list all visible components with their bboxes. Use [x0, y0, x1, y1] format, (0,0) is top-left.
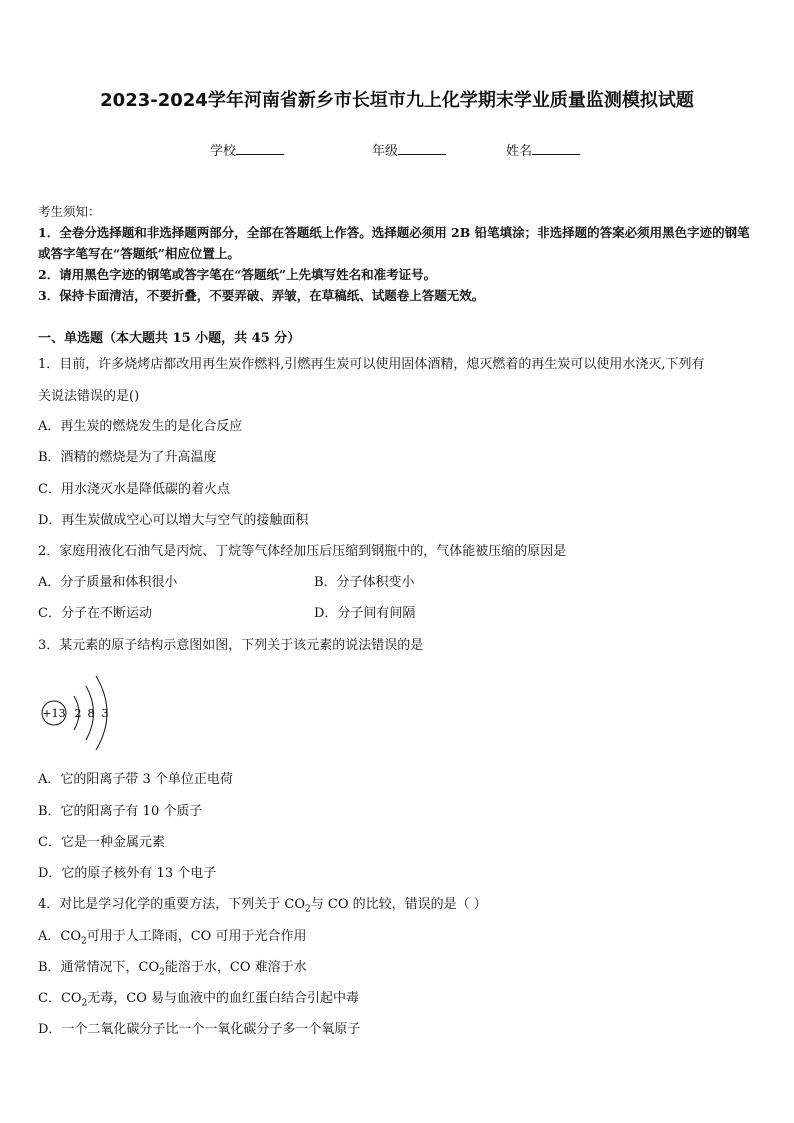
school-field[interactable] — [210, 140, 284, 159]
q2-option-d[interactable]: D．分子间有间隔 — [314, 606, 416, 621]
q1-stem-line1: 1．目前，许多烧烤店都改用再生炭作燃料,引燃再生炭可以使用固体酒精，熄灭燃着的再生炭可以使用水浇灭,下列有 — [38, 357, 705, 372]
q4-a-sub: 2 — [81, 936, 87, 947]
notice-item-1: 1．全卷分选择题和非选择题两部分，全部在答题纸上作答。选择题必须用 2B 铅笔填涂；非选择题的答案必须用黑色字迹的钢笔或答字笔写在“答题纸”相应位置上。 — [38, 225, 750, 261]
page-title: 2023-2024学年河南省新乡市长垣市九上化学期末学业质量监测模拟试题 — [100, 90, 694, 111]
q4-a-pre: A．CO — [38, 929, 81, 944]
grade-label: 年级 — [372, 144, 399, 159]
q4-b-pre: B．通常情况下，CO — [38, 960, 160, 975]
school-blank[interactable] — [236, 142, 284, 155]
q4-stem-pre: 4．对比是学习化学的重要方法，下列关于 CO — [38, 897, 306, 912]
q4-option-c[interactable] — [38, 987, 359, 1009]
q1-option-a[interactable]: A．再生炭的燃烧发生的是化合反应 — [38, 419, 243, 434]
q4-c-pre: C．CO — [38, 991, 82, 1006]
q4-c-post: 无毒，CO 易与血液中的血红蛋白结合引起中毒 — [87, 991, 360, 1006]
q1-option-c[interactable]: C．用水浇灭水是降低碳的着火点 — [38, 482, 230, 497]
q4-c-sub: 2 — [81, 998, 88, 1009]
q4-stem-sub: 2 — [305, 904, 311, 915]
q2-option-a[interactable]: A．分子质量和体积很小 — [38, 575, 178, 590]
atom-structure-diagram — [38, 668, 128, 758]
q2-option-b[interactable]: B．分子体积变小 — [314, 575, 415, 590]
q3-option-a[interactable]: A．它的阳离子带 3 个单位正电荷 — [38, 772, 233, 787]
q4-b-post: 能溶于水，CO 难溶于水 — [164, 960, 307, 975]
grade-field[interactable] — [372, 140, 446, 159]
nucleus-charge: +13 — [42, 707, 66, 720]
shell-electrons-2: 8 — [87, 707, 95, 720]
q4-option-d[interactable]: D．一个二氧化碳分子比一个一氧化碳分子多一个氧原子 — [38, 1022, 361, 1037]
name-field[interactable] — [506, 140, 580, 159]
name-label: 姓名 — [506, 144, 533, 159]
school-label: 学校 — [210, 144, 237, 159]
q1-option-b[interactable]: B．酒精的燃烧是为了升高温度 — [38, 450, 217, 465]
q3-option-c[interactable]: C．它是一种金属元素 — [38, 835, 165, 850]
q4-b-sub: 2 — [159, 967, 165, 978]
notice-item-3: 3．保持卡面清洁，不要折叠，不要弄破、弄皱，在草稿纸、试题卷上答题无效。 — [38, 288, 485, 303]
shell-electrons-1: 2 — [74, 707, 82, 720]
q4-stem-post: 与 CO 的比较，错误的是（ ） — [310, 897, 487, 912]
shell-electrons-3: 3 — [101, 707, 109, 720]
notice-item-2: 2．请用黑色字迹的钢笔或答字笔在“答题纸”上先填写姓名和准考证号。 — [38, 267, 437, 282]
q4-stem — [38, 893, 487, 915]
name-blank[interactable] — [532, 142, 580, 155]
q4-a-post: 可用于人工降雨，CO 可用于光合作用 — [86, 929, 307, 944]
q2-option-c[interactable]: C．分子在不断运动 — [38, 606, 152, 621]
q1-stem-line2: 关说法错误的是() — [38, 389, 140, 404]
notice-block — [38, 201, 760, 306]
grade-blank[interactable] — [398, 142, 446, 155]
q4-option-a[interactable] — [38, 925, 306, 947]
q2-stem: 2．家庭用液化石油气是丙烷、丁烷等气体经加压后压缩到钢瓶中的，气体能被压缩的原因是 — [38, 544, 567, 559]
section-heading: 一、单选题（本大题共 15 小题，共 45 分） — [38, 331, 301, 346]
notice-heading: 考生须知： — [38, 204, 101, 219]
q3-stem: 3．某元素的原子结构示意图如图，下列关于该元素的说法错误的是 — [38, 638, 424, 653]
q3-option-b[interactable]: B．它的阳离子有 10 个质子 — [38, 804, 203, 819]
q4-option-b[interactable] — [38, 956, 307, 978]
q1-option-d[interactable]: D．再生炭做成空心可以增大与空气的接触面积 — [38, 513, 309, 528]
q3-option-d[interactable]: D．它的原子核外有 13 个电子 — [38, 866, 217, 881]
